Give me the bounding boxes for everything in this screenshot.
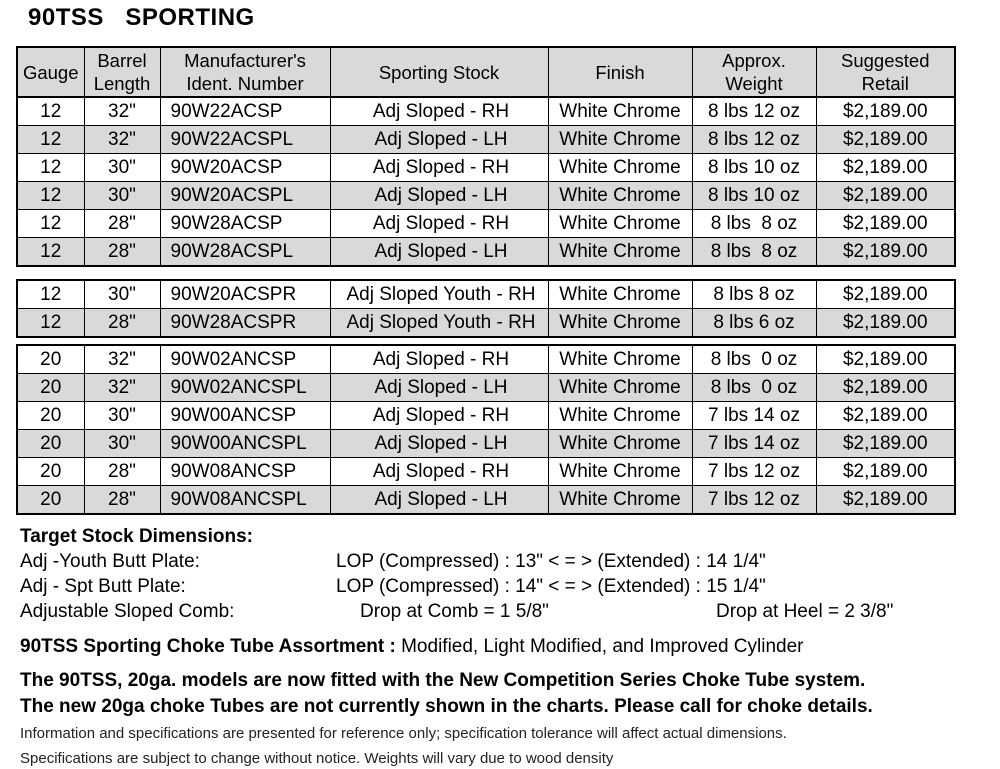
cell-gauge: 20 [18, 374, 84, 402]
cell-ident: 90W08ANCSPL [160, 486, 330, 514]
cell-finish: White Chrome [548, 309, 692, 337]
cell-finish: White Chrome [548, 486, 692, 514]
cell-barrel: 32" [84, 98, 160, 126]
cell-weight: 8 lbs 8 oz [692, 281, 816, 309]
cell-retail: $2,189.00 [816, 402, 954, 430]
cell-retail: $2,189.00 [816, 486, 954, 514]
youth-butt-plate-value: LOP (Compressed) : 13" < = > (Extended) : 14 1/4" [336, 551, 766, 572]
cell-stock: Adj Sloped - RH [330, 402, 548, 430]
cell-stock: Adj Sloped - LH [330, 374, 548, 402]
cell-barrel: 28" [84, 486, 160, 514]
cell-retail: $2,189.00 [816, 346, 954, 374]
cell-finish: White Chrome [548, 98, 692, 126]
cell-weight: 7 lbs 12 oz [692, 486, 816, 514]
cell-retail: $2,189.00 [816, 126, 954, 154]
cell-retail: $2,189.00 [816, 98, 954, 126]
cell-stock: Adj Sloped Youth - RH [330, 309, 548, 337]
table-row [18, 458, 954, 486]
table-group-youth [16, 279, 956, 338]
cell-barrel: 28" [84, 309, 160, 337]
cell-stock: Adj Sloped - RH [330, 346, 548, 374]
cell-stock: Adj Sloped - RH [330, 98, 548, 126]
spt-butt-plate-label: Adj - Spt Butt Plate: [20, 576, 186, 597]
table-row [18, 210, 954, 238]
table-group-12ga [16, 98, 956, 267]
cell-barrel: 32" [84, 346, 160, 374]
cell-ident: 90W28ACSP [160, 210, 330, 238]
cell-weight: 7 lbs 14 oz [692, 430, 816, 458]
cell-gauge: 20 [18, 346, 84, 374]
cell-gauge: 12 [18, 126, 84, 154]
cell-gauge: 12 [18, 281, 84, 309]
table-header [16, 46, 956, 98]
cell-ident: 90W20ACSPL [160, 182, 330, 210]
cell-barrel: 30" [84, 154, 160, 182]
table-row [18, 154, 954, 182]
cell-finish: White Chrome [548, 346, 692, 374]
cell-retail: $2,189.00 [816, 458, 954, 486]
table-row [18, 281, 954, 309]
cell-gauge: 20 [18, 402, 84, 430]
cell-ident: 90W22ACSPL [160, 126, 330, 154]
cell-finish: White Chrome [548, 430, 692, 458]
cell-weight: 7 lbs 12 oz [692, 458, 816, 486]
cell-barrel: 30" [84, 281, 160, 309]
cell-finish: White Chrome [548, 281, 692, 309]
cell-weight: 8 lbs 12 oz [692, 98, 816, 126]
table-row [18, 238, 954, 266]
col-finish: Finish [548, 48, 692, 96]
cell-gauge: 12 [18, 98, 84, 126]
cell-ident: 90W28ACSPL [160, 238, 330, 266]
cell-weight: 8 lbs 8 oz [692, 238, 816, 266]
cell-gauge: 12 [18, 154, 84, 182]
cell-finish: White Chrome [548, 210, 692, 238]
cell-stock: Adj Sloped - RH [330, 210, 548, 238]
cell-stock: Adj Sloped - LH [330, 126, 548, 154]
youth-butt-plate-row [20, 549, 980, 574]
cell-finish: White Chrome [548, 126, 692, 154]
disclaimer-reference: Information and specifications are presented for reference only; specification tolerance will affect actual dimensions. [20, 725, 787, 742]
cell-weight: 8 lbs 0 oz [692, 346, 816, 374]
cell-finish: White Chrome [548, 154, 692, 182]
cell-finish: White Chrome [548, 374, 692, 402]
cell-barrel: 30" [84, 430, 160, 458]
cell-weight: 8 lbs 8 oz [692, 210, 816, 238]
cell-ident: 90W00ANCSP [160, 402, 330, 430]
cell-finish: White Chrome [548, 458, 692, 486]
cell-weight: 8 lbs 0 oz [692, 374, 816, 402]
table-row [18, 486, 954, 514]
cell-finish: White Chrome [548, 402, 692, 430]
cell-retail: $2,189.00 [816, 154, 954, 182]
table-row [18, 182, 954, 210]
cell-stock: Adj Sloped - LH [330, 486, 548, 514]
notice-call-choke: The new 20ga choke Tubes are not currently shown in the charts. Please call for choke details. [20, 696, 873, 717]
cell-weight: 8 lbs 6 oz [692, 309, 816, 337]
cell-retail: $2,189.00 [816, 238, 954, 266]
cell-weight: 8 lbs 10 oz [692, 154, 816, 182]
cell-ident: 90W08ANCSP [160, 458, 330, 486]
cell-barrel: 28" [84, 238, 160, 266]
spt-butt-plate-value: LOP (Compressed) : 14" < = > (Extended) : 15 1/4" [336, 576, 766, 597]
cell-barrel: 28" [84, 210, 160, 238]
cell-ident: 90W02ANCSPL [160, 374, 330, 402]
cell-ident: 90W02ANCSP [160, 346, 330, 374]
table-row [18, 374, 954, 402]
youth-butt-plate-label: Adj -Youth Butt Plate: [20, 551, 200, 572]
cell-retail: $2,189.00 [816, 430, 954, 458]
table-group-20ga [16, 344, 956, 515]
dimensions-heading: Target Stock Dimensions: [20, 526, 253, 547]
col-weight: Approx. Weight [692, 48, 816, 96]
cell-barrel: 32" [84, 126, 160, 154]
cell-ident: 90W22ACSP [160, 98, 330, 126]
disclaimer-change: Specifications are subject to change without notice. Weights will vary due to wood density [20, 750, 614, 767]
spt-butt-plate-row [20, 574, 980, 599]
table-row [18, 309, 954, 337]
cell-ident: 90W28ACSPR [160, 309, 330, 337]
choke-label: 90TSS Sporting Choke Tube Assortment : [20, 636, 396, 657]
sloped-comb-label: Adjustable Sloped Comb: [20, 601, 235, 622]
cell-gauge: 12 [18, 309, 84, 337]
col-ident-number: Manufacturer's Ident. Number [160, 48, 330, 96]
cell-barrel: 30" [84, 402, 160, 430]
cell-stock: Adj Sloped - LH [330, 430, 548, 458]
table-row [18, 98, 954, 126]
cell-ident: 90W00ANCSPL [160, 430, 330, 458]
table-row [18, 402, 954, 430]
cell-gauge: 20 [18, 458, 84, 486]
col-sporting-stock: Sporting Stock [330, 48, 548, 96]
cell-weight: 7 lbs 14 oz [692, 402, 816, 430]
cell-weight: 8 lbs 10 oz [692, 182, 816, 210]
cell-ident: 90W20ACSPR [160, 281, 330, 309]
cell-finish: White Chrome [548, 182, 692, 210]
sloped-comb-row [20, 599, 980, 624]
cell-stock: Adj Sloped - RH [330, 458, 548, 486]
cell-barrel: 30" [84, 182, 160, 210]
cell-retail: $2,189.00 [816, 309, 954, 337]
cell-gauge: 20 [18, 430, 84, 458]
cell-stock: Adj Sloped Youth - RH [330, 281, 548, 309]
notice-20ga-choke: The 90TSS, 20ga. models are now fitted with the New Competition Series Choke Tube system. [20, 670, 866, 691]
col-gauge: Gauge [18, 48, 84, 96]
cell-barrel: 28" [84, 458, 160, 486]
table-row [18, 346, 954, 374]
cell-stock: Adj Sloped - LH [330, 182, 548, 210]
cell-gauge: 12 [18, 238, 84, 266]
choke-value: Modified, Light Modified, and Improved Cylinder [395, 636, 804, 657]
cell-ident: 90W20ACSP [160, 154, 330, 182]
cell-retail: $2,189.00 [816, 182, 954, 210]
cell-stock: Adj Sloped - RH [330, 154, 548, 182]
cell-gauge: 12 [18, 210, 84, 238]
cell-finish: White Chrome [548, 238, 692, 266]
drop-at-heel: Drop at Heel = 2 3/8" [716, 601, 894, 622]
col-retail: Suggested Retail [816, 48, 954, 96]
stock-dimensions [20, 526, 980, 624]
table-row [18, 126, 954, 154]
cell-gauge: 20 [18, 486, 84, 514]
choke-assortment [20, 636, 803, 658]
drop-at-comb: Drop at Comb = 1 5/8" [360, 601, 549, 622]
cell-weight: 8 lbs 12 oz [692, 126, 816, 154]
cell-retail: $2,189.00 [816, 374, 954, 402]
cell-gauge: 12 [18, 182, 84, 210]
col-barrel-length: Barrel Length [84, 48, 160, 96]
cell-stock: Adj Sloped - LH [330, 238, 548, 266]
table-row [18, 430, 954, 458]
cell-retail: $2,189.00 [816, 210, 954, 238]
cell-retail: $2,189.00 [816, 281, 954, 309]
page-title: 90TSS SPORTING [28, 4, 255, 31]
cell-barrel: 32" [84, 374, 160, 402]
